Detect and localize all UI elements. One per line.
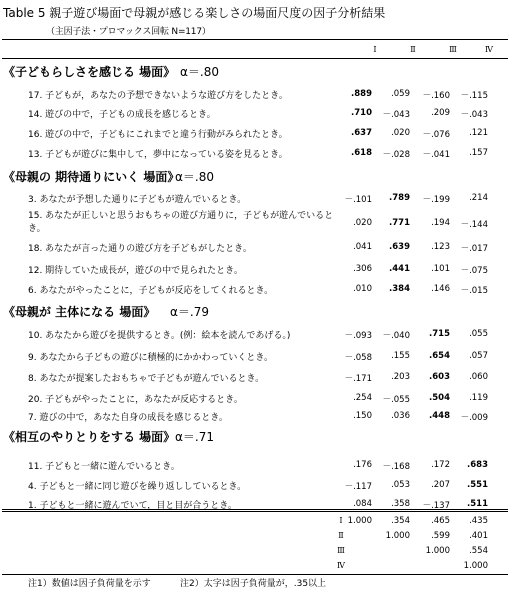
section-alpha: α＝.80 (175, 170, 214, 184)
factor-loading: .551 (467, 480, 488, 490)
factor-loading: .637 (351, 128, 372, 138)
item-label: 7. 遊びの中で，あなた自身の成長を感じるとき。 (28, 413, 228, 423)
item-label: 12. 期待していた成長が，遊びの中で見られたとき。 (28, 266, 243, 276)
note-1: 注1）数値は因子負荷量を示す (28, 579, 151, 589)
factor-loading: .020 (353, 218, 372, 228)
correlation-row-label: Ⅲ (337, 546, 345, 555)
item-label: 1. 子どもと一緒に遊んでいて，目と目が合うとき。 (28, 501, 237, 511)
factor-loading: .053 (391, 480, 410, 490)
correlation-value: 1.000 (347, 516, 372, 526)
item-label: 15. あなたが正しいと思うおもちゃの遊び方通りに，子どもが遊んでいるとき。 (28, 211, 334, 234)
factor-loading: .207 (431, 480, 450, 490)
correlation-value: 1.000 (425, 546, 450, 556)
correlation-value: .554 (469, 546, 488, 556)
correlation-row-label: Ⅰ (339, 516, 343, 525)
factor-loading: .155 (391, 351, 410, 361)
factor-loading: .603 (429, 372, 450, 382)
factor-loading: －.160 (422, 91, 450, 101)
correlation-value: .435 (469, 516, 488, 526)
factor-loading: －.093 (344, 331, 372, 341)
col-header-3: Ⅲ (449, 45, 457, 54)
factor-loading: .639 (389, 242, 410, 252)
factor-loading: .172 (431, 460, 450, 470)
item-label: 14. 遊びの中で，子どもの成長を感じるとき。 (28, 110, 216, 120)
factor-loading: －.043 (382, 110, 410, 120)
section-heading: 《母親が 主体になる 場面》 (3, 305, 156, 319)
factor-loading: .060 (469, 372, 488, 382)
correlation-row-label: Ⅱ (338, 531, 344, 540)
factor-loading: .889 (351, 89, 372, 99)
factor-loading: .119 (469, 393, 488, 403)
factor-loading: .254 (353, 393, 372, 403)
factor-loading: －.009 (460, 413, 488, 423)
item-label: 13. 子どもが遊びに集中して，夢中になっている姿を見るとき。 (28, 150, 288, 160)
bottom-rule (2, 574, 508, 575)
factor-loading: .203 (391, 372, 410, 382)
header-rule (2, 58, 508, 59)
factor-loading: －.168 (382, 462, 410, 472)
item-label: 4. 子どもと一緒に同じ遊びを繰り返ししているとき。 (28, 482, 247, 492)
item-label: 3. あなたが予想した通りに子どもが遊んでいるとき。 (28, 195, 247, 205)
factor-loading: .504 (429, 393, 450, 403)
item-label: 17. 子どもが，あなたの予想できないような遊び方をしたとき。 (28, 91, 288, 101)
item-label: 11. 子どもと一緒に遊んでいるとき。 (28, 462, 180, 472)
factor-loading: －.017 (460, 244, 488, 254)
correlation-value: .354 (391, 516, 410, 526)
factor-loading: .618 (351, 148, 372, 158)
item-label: 10. あなたから遊びを提供するとき。(例：絵本を読んであげる。) (28, 331, 291, 341)
factor-loading: －.028 (382, 150, 410, 160)
factor-loading: －.115 (460, 91, 488, 101)
factor-loading: －.015 (460, 286, 488, 296)
table-title: Table 5 親子遊び場面で母親が感じる楽しさの場面尺度の因子分析結果 (3, 6, 386, 20)
note-2: 注2）太字は因子負荷量が，.35以上 (180, 579, 327, 589)
factor-loading: －.076 (422, 130, 450, 140)
col-header-4: Ⅳ (485, 45, 493, 54)
factor-loading: .654 (429, 351, 450, 361)
section-alpha: α＝.79 (170, 305, 209, 319)
factor-loading: .358 (391, 499, 410, 509)
factor-loading: .771 (389, 218, 410, 228)
section-heading: 《相互のやりとりをする 場面》 (3, 430, 176, 444)
factor-loading: .710 (351, 108, 372, 118)
factor-loading: －.040 (382, 331, 410, 341)
section-heading: 《母親の 期待通りにいく 場面》 (3, 170, 180, 184)
correlation-value: 1.000 (385, 531, 410, 541)
factor-loading: .511 (467, 499, 488, 509)
factor-loading: －.101 (344, 195, 372, 205)
factor-loading: .209 (431, 108, 450, 118)
factor-loading: .214 (469, 193, 488, 203)
factor-loading: －.075 (460, 266, 488, 276)
factor-loading: .010 (353, 284, 372, 294)
factor-loading: －.171 (344, 374, 372, 384)
item-label: 20. 子どもがやったことに，あなたが反応するとき。 (28, 395, 243, 405)
col-header-2: Ⅱ (410, 45, 416, 54)
table-subtitle: （主因子法・プロマックス回転 N=117） (46, 27, 211, 37)
factor-loading: .384 (389, 284, 410, 294)
correlation-row-label: Ⅳ (337, 561, 345, 570)
factor-loading: .059 (391, 89, 410, 99)
factor-loading: －.055 (382, 395, 410, 405)
factor-loading: .194 (431, 218, 450, 228)
factor-loading: .020 (391, 128, 410, 138)
correlation-value: .599 (431, 531, 450, 541)
factor-loading: .123 (431, 242, 450, 252)
col-header-1: Ⅰ (373, 45, 377, 54)
factor-loading: －.041 (422, 150, 450, 160)
top-rule (2, 39, 508, 40)
item-label: 18. あなたが言った通りの遊び方を子どもがしたとき。 (28, 244, 252, 254)
section-heading: 《子どもらしさを感じる 場面》 (3, 65, 176, 79)
factor-loading: －.043 (460, 110, 488, 120)
correlation-value: .401 (469, 531, 488, 541)
item-label: 6. あなたがやったことに，子どもが反応をしてくれるとき。 (28, 286, 274, 296)
factor-loading: .306 (353, 264, 372, 274)
factor-loading: .157 (469, 148, 488, 158)
section-alpha: α＝.71 (175, 430, 214, 444)
factor-loading: .084 (353, 499, 372, 509)
factor-loading: .150 (353, 411, 372, 421)
factor-loading: .715 (429, 329, 450, 339)
factor-loading: .146 (431, 284, 450, 294)
section-alpha: α＝.80 (180, 65, 219, 79)
factor-loading: .176 (353, 460, 372, 470)
factor-loading: .101 (431, 264, 450, 274)
factor-loading: －.144 (460, 220, 488, 230)
factor-loading: .121 (469, 128, 488, 138)
factor-loading: .041 (353, 242, 372, 252)
factor-loading: .441 (389, 264, 410, 274)
correlation-value: 1.000 (463, 561, 488, 571)
factor-loading: .448 (429, 411, 450, 421)
factor-loading: .036 (391, 411, 410, 421)
item-label: 8. あなたが提案したおもちゃで子どもが遊んでいるとき。 (28, 374, 265, 384)
correlation-rule (2, 509, 508, 515)
factor-loading: .683 (467, 460, 488, 470)
factor-loading: .057 (469, 351, 488, 361)
item-label: 9. あなたから子どもの遊びに積極的にかかわっていくとき。 (28, 353, 273, 363)
factor-loading: .789 (389, 193, 410, 203)
factor-loading: －.058 (344, 353, 372, 363)
factor-loading: －.137 (422, 501, 450, 511)
item-label: 16. 遊びの中で，子どもにこれまでと違う行動がみられたとき。 (28, 130, 288, 140)
correlation-value: .465 (431, 516, 450, 526)
factor-loading: －.199 (422, 195, 450, 205)
factor-loading: －.117 (344, 482, 372, 492)
factor-loading: .055 (469, 329, 488, 339)
